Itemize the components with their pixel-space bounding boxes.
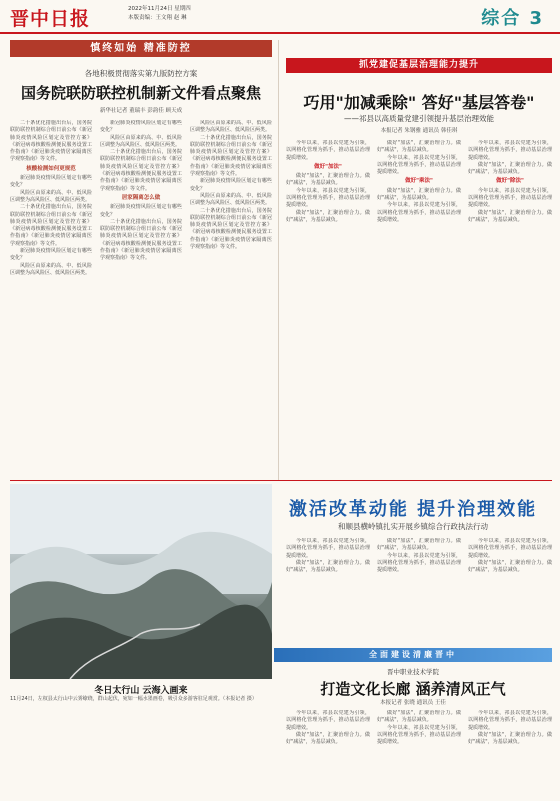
paragraph: 今年以来，祁县以党建为引领，以网格化管理为抓手，推动基层治理提质增效。: [468, 538, 552, 559]
right-article-col3: [468, 140, 552, 475]
issue-date: 2022年11月24日 星期四: [128, 6, 191, 12]
subheading: 核酸检测如何更规范: [26, 165, 76, 172]
paragraph: 二十条优化措施出台后，国务院联防联控机制综合组日前公布《新冠肺炎疫情风险区划定及管控方案》《新冠病毒核酸检测便民服务设置工作指南》《新冠肺炎疫情居家隔离医学观察指南》等文件。: [100, 149, 182, 192]
paragraph: 今年以来，祁县以党建为引领，以网格化管理为抓手，推动基层治理提质增效。: [468, 710, 552, 731]
right-subtitle: ——祁县以高质量党建引领提升基层治理效能: [344, 114, 494, 123]
right-article-col1: [286, 140, 370, 475]
paragraph: 做好"加法"，汇聚治理合力。做好"减法"，为基层减负。: [286, 731, 370, 746]
right-byline: 本报记者 朱钢雅 通讯员 韩佳琪: [380, 128, 458, 134]
middle-headline: 激活改革动能 提升治理效能: [288, 499, 538, 520]
paragraph: 风险区由原来的高、中、低风险区调整为高风险区、低风险区两类。: [190, 192, 272, 207]
paragraph: 今年以来，祁县以党建为引领，以网格化管理为抓手，推动基层治理提质增效。: [286, 710, 370, 731]
paragraph: 做好"加法"，汇聚治理合力。做好"减法"，为基层减负。: [468, 731, 552, 746]
bottom-section-band: 全面建设清廉晋中: [274, 648, 552, 662]
paragraph: 今年以来，祁县以党建为引领，以网格化管理为抓手，推动基层治理提质增效。: [286, 187, 370, 209]
column-divider: [278, 40, 279, 480]
right-section-band: 抓党建促基层治理能力提升: [286, 58, 552, 73]
paragraph: 二十条优化措施出台后，国务院联防联控机制综合组日前公布《新冠肺炎疫情风险区划定及管控方案》《新冠病毒核酸检测便民服务设置工作指南》《新冠肺炎疫情居家隔离医学观察指南》等文件。: [190, 207, 272, 251]
paragraph: 风险区由原来的高、中、低风险区调整为高风险区、低风险区两类。: [10, 262, 92, 276]
paragraph: 今年以来，祁县以党建为引领，以网格化管理为抓手，推动基层治理提质增效。: [286, 538, 370, 559]
paragraph: 做好"加法"，汇聚治理合力。做好"减法"，为基层减负。: [468, 161, 552, 176]
paragraph: 新冠肺炎疫情风险区划定有哪些变化？: [10, 175, 92, 189]
paragraph: 二十条优化措施出台后，国务院联防联控机制综合组日前公布《新冠肺炎疫情风险区划定及管控方案》《新冠病毒核酸检测便民服务设置工作指南》《新冠肺炎疫情居家隔离医学观察指南》等文件。: [190, 134, 272, 178]
left-article-col2: [100, 120, 182, 475]
photo-taihang-mountains: [10, 484, 272, 679]
paragraph: 做好"加法"，汇聚治理合力。做好"减法"，为基层减负。: [468, 209, 552, 223]
right-headline: 巧用"加减乘除" 答好"基层答卷": [303, 93, 535, 112]
photo-caption-title: 冬日太行山 云海入画来: [94, 686, 188, 696]
paragraph: 新冠肺炎疫情风险区划定有哪些变化？: [10, 248, 92, 262]
bottom-headline: 打造文化长廊 涵养清风正气: [320, 680, 506, 698]
middle-article-col3: [468, 538, 552, 638]
paragraph: 做好"加法"，汇聚治理合力。做好"减法"，为基层减负。: [377, 187, 461, 202]
paragraph: 风险区由原来的高、中、低风险区调整为高风险区、低风险区两类。: [100, 134, 182, 148]
paragraph: 今年以来，祁县以党建为引领，以网格化管理为抓手，推动基层治理提质增效。: [377, 154, 461, 176]
paragraph: 二十条优化措施出台后，国务院联防联控机制综合组日前公布《新冠肺炎疫情风险区划定及管控方案》《新冠病毒核酸检测便民服务设置工作指南》《新冠肺炎疫情居家隔离医学观察指南》等文件。: [100, 218, 182, 262]
left-kicker: 各地积极贯彻落实第九版防控方案: [84, 69, 198, 78]
paragraph: 新冠肺炎疫情风险区划定有哪些变化？: [100, 204, 182, 218]
left-section-band: 慎终如始 精准防控: [10, 40, 272, 57]
bottom-article-col3: [468, 710, 552, 796]
subheading: 做好"乘法": [405, 178, 433, 185]
bottom-kicker: 晋中职业技术学院: [387, 668, 439, 676]
paragraph: 做好"加法"，汇聚治理合力。做好"减法"，为基层减负。: [377, 538, 461, 552]
subheading: 做好"加法": [314, 163, 342, 170]
paragraph: 做好"加法"，汇聚治理合力。做好"减法"，为基层减负。: [377, 710, 461, 724]
paragraph: 新冠肺炎疫情风险区划定有哪些变化？: [100, 120, 182, 134]
paragraph: 今年以来，祁县以党建为引领，以网格化管理为抓手，推动基层治理提质增效。: [468, 140, 552, 161]
subheading: 做好"除法": [496, 178, 524, 185]
bottom-article-col1: [286, 710, 370, 796]
right-article-col2: [377, 140, 461, 475]
editor-line: 本版责编：王文翔 赵 琳: [128, 15, 187, 21]
middle-article-col1: [286, 538, 370, 638]
paragraph: 今年以来，祁县以党建为引领，以网格化管理为抓手，推动基层治理提质增效。: [377, 724, 461, 746]
left-article-col1: [10, 120, 92, 475]
paragraph: 风险区由原来的高、中、低风险区调整为高风险区、低风险区两类。: [190, 120, 272, 134]
issue-meta: [128, 5, 191, 23]
newspaper-logo: 晋中日报: [10, 8, 91, 30]
paragraph: 风险区由原来的高、中、低风险区调整为高风险区、低风险区两类。: [10, 189, 92, 203]
photo-caption-text: 11月24日，左权县太行山中云雾缭绕，群山起伏，宛如一幅水墨画卷，吸引众多游客驻足观赏。（本报记者 摄）: [10, 696, 257, 702]
paragraph: 做好"加法"，汇聚治理合力。做好"减法"，为基层减负。: [286, 209, 370, 223]
paragraph: 做好"加法"，汇聚治理合力。做好"减法"，为基层减负。: [286, 173, 370, 187]
paragraph: 二十条优化措施出台后，国务院联防联控机制综合组日前公布《新冠肺炎疫情风险区划定及管控方案》《新冠病毒核酸检测便民服务设置工作指南》《新冠肺炎疫情居家隔离医学观察指南》等文件。: [10, 204, 92, 247]
masthead: [0, 0, 560, 34]
bottom-byline: 本报记者 张晓 通讯员 王佳: [380, 700, 446, 706]
left-article-col3: [190, 120, 272, 475]
left-headline: 国务院联防联控机制新文件看点聚焦: [20, 84, 261, 102]
bottom-article-col2: [377, 710, 461, 796]
mountain-photo-illustration: [10, 484, 272, 679]
paragraph: 今年以来，祁县以党建为引领，以网格化管理为抓手，推动基层治理提质增效。: [377, 552, 461, 574]
paragraph: 今年以来，祁县以党建为引领，以网格化管理为抓手，推动基层治理提质增效。: [377, 202, 461, 223]
paragraph: 今年以来，祁县以党建为引领，以网格化管理为抓手，推动基层治理提质增效。: [286, 140, 370, 161]
paragraph: 做好"加法"，汇聚治理合力。做好"减法"，为基层减负。: [377, 140, 461, 154]
paragraph: 今年以来，祁县以党建为引领，以网格化管理为抓手，推动基层治理提质增效。: [468, 187, 552, 209]
section-divider: [10, 480, 552, 481]
middle-subtitle: 和顺县横岭镇扎实开展乡镇综合行政执法行动: [338, 522, 488, 531]
paragraph: 做好"加法"，汇聚治理合力。做好"减法"，为基层减负。: [468, 559, 552, 574]
middle-article-col2: [377, 538, 461, 638]
paragraph: 二十条优化措施出台后，国务院联防联控机制综合组日前公布《新冠肺炎疫情风险区划定及管控方案》《新冠病毒核酸检测便民服务设置工作指南》《新冠肺炎疫情居家隔离医学观察指南》等文件。: [10, 120, 92, 163]
paragraph: 新冠肺炎疫情风险区划定有哪些变化？: [190, 178, 272, 192]
paragraph: 做好"加法"，汇聚治理合力。做好"减法"，为基层减负。: [286, 559, 370, 574]
left-byline: 新华社记者 董瑞丰 彭韵佳 顾天成: [99, 108, 183, 114]
subheading: 居家隔离怎么做: [121, 194, 161, 201]
page-section-name: 综合 3: [481, 8, 544, 29]
